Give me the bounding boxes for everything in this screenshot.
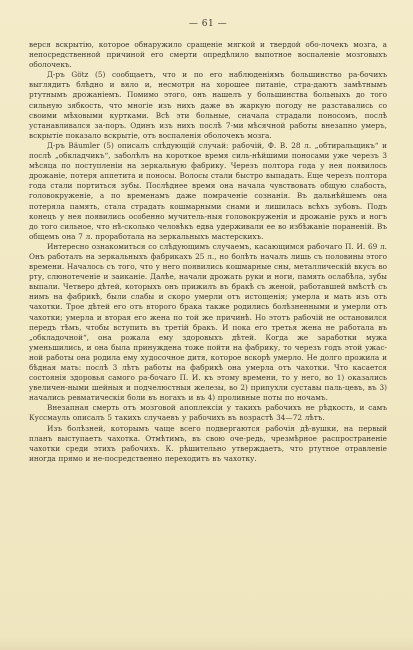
page-edge-shading xyxy=(0,636,413,650)
paragraph: Д-ръ Götz (5) сообщаетъ, что и по его наблюденіямъ большинство ра-бочихъ выглядитъ блѣдно и вяло и, несмотря на хорошее питаніе, стра-даютъ замѣтнымъ ртутнымъ дрожаніемъ. Помимо этого, онъ нашелъ у большинства больныхъ до того сильную зябкость, что многіе изъ нихъ даже въ жаркую погоду не разставались со своими мѣховыми куртками. Всѣ эти больные, сначала страдали поносомъ, послѣ устанавливался за-поръ. Одинъ изъ нихъ послѣ 7-ми мѣсячной работы внезапно умеръ, вскрытіе показало вскрытіе, отъ воспаленія оболочекъ мозга. xyxy=(29,70,387,140)
paragraph: Интересно ознакомиться со слѣдующимъ случаемъ, касающимся рабочаго П. И. 69 л. Онъ работалъ на зеркальныхъ фабрикахъ 25 л., но болѣть началъ лишь съ половины этого времени. Началось съ того, что у него появились кошмарные сны, металлическій вкусъ во рту, слюнотеченіе и заиканіе. Далѣе, начали дрожать руки и ноги, память ослабѣла, зубы выпали. Четверо дѣтей, которыхъ онъ прижилъ въ бракѣ съ женой, работавшей вмѣстѣ съ нимъ на фабрикѣ, были слабы и скоро умерли отъ истощенія; умерла и мать изъ отъ чахотки. Трое дѣтей его отъ второго брака также родились болѣзненными и умерли отъ чахотки; умерла и вторая его жена по той же причинѣ. Но этотъ рабочій не остановился передъ тѣмъ, чтобы вступить въ третій бракъ. И пока его третья жена не работала въ „обкладочной“, она рожала ему здоровыхъ дѣтей. Когда же заработки мужа уменьшились, и она была принуждена тоже пойти на фабрику, то черезъ годъ этой ужас-ной работы она родила ему худосочное дитя, которое вскорѣ умерло. Не долго прожила и бѣдная мать: послѣ 3 лѣтъ работы на фабрикѣ она умерла отъ чахотки. Что касается состоянія здоровья самого ра-бочаго П. И. къ этому времени, то у него, во 1) оказались увеличен-ными шейныя и подчелюстныя железы, во 2) припухли суставы паль-цевъ, въ 3) начались ревматическія боли въ ногахъ и въ 4) проливные поты по ночамъ. xyxy=(29,241,387,403)
page-number: — 61 — xyxy=(188,19,228,29)
paragraph: верся вскрытію, которое обнаружило сращеніе мягкой и твердой обо-лочекъ мозга, а непосредственной причиной его смерти опредѣлило выпотное воспаленіе мозговыхъ оболочекъ. xyxy=(29,40,387,70)
body-text xyxy=(29,40,387,464)
paragraph: Изъ болѣзней, которымъ чаще всего подвергаются рабочія дѣ-вушки, на первый планъ выступаетъ чахотка. Отмѣтимъ, въ свою оче-редь, чрезмѣрное распространеніе чахотки среди этихъ рабочихъ. К. рѣшительно утверждаетъ, что ртутное отравленіе иногда прямо и не-посредственно переходитъ въ чахотку. xyxy=(29,423,387,463)
paragraph: Внезапная смерть отъ мозговой апоплексіи у такихъ рабочихъ не рѣдкость, и самъ Куссмауль описалъ 5 такихъ случаевъ у рабочихъ въ возрастѣ 34—72 лѣтъ. xyxy=(29,403,387,423)
paragraph: Д-ръ Bäumler (5) описалъ слѣдующій случай: рабочій, Ф. В. 28 л. „обтиральщикъ“ и послѣ „обкладчикъ“, заболѣлъ на короткое время силь-нѣйшими поносами уже черезъ 3 мѣсяца по поступленіи на зеркальную фабрику. Черезъ полтора года у нея появилось дрожаніе, потеря аппетита и поносы. Волосы стали быстро выпадать. Еще черезъ полтора года стали портиться зубы. Послѣднее время она начала чувствовать общую слабость, головокруженіе, а по временамъ даже помраченіе сознанія. Въ дальнѣйшемъ она потеряла память, стала страдать кошмарными снами и лишилась всѣхъ зубовъ. Подъ конецъ у нея появились особенно мучитель-ныя головокруженія и дрожаніе рукъ и ногъ до того сильное, что нѣ-сколько человѣкъ едва удерживали ее во избѣжаніе пораненій. Въ общемъ она 7 л. проработала на зеркальныхъ мастерскихъ. xyxy=(29,140,387,241)
